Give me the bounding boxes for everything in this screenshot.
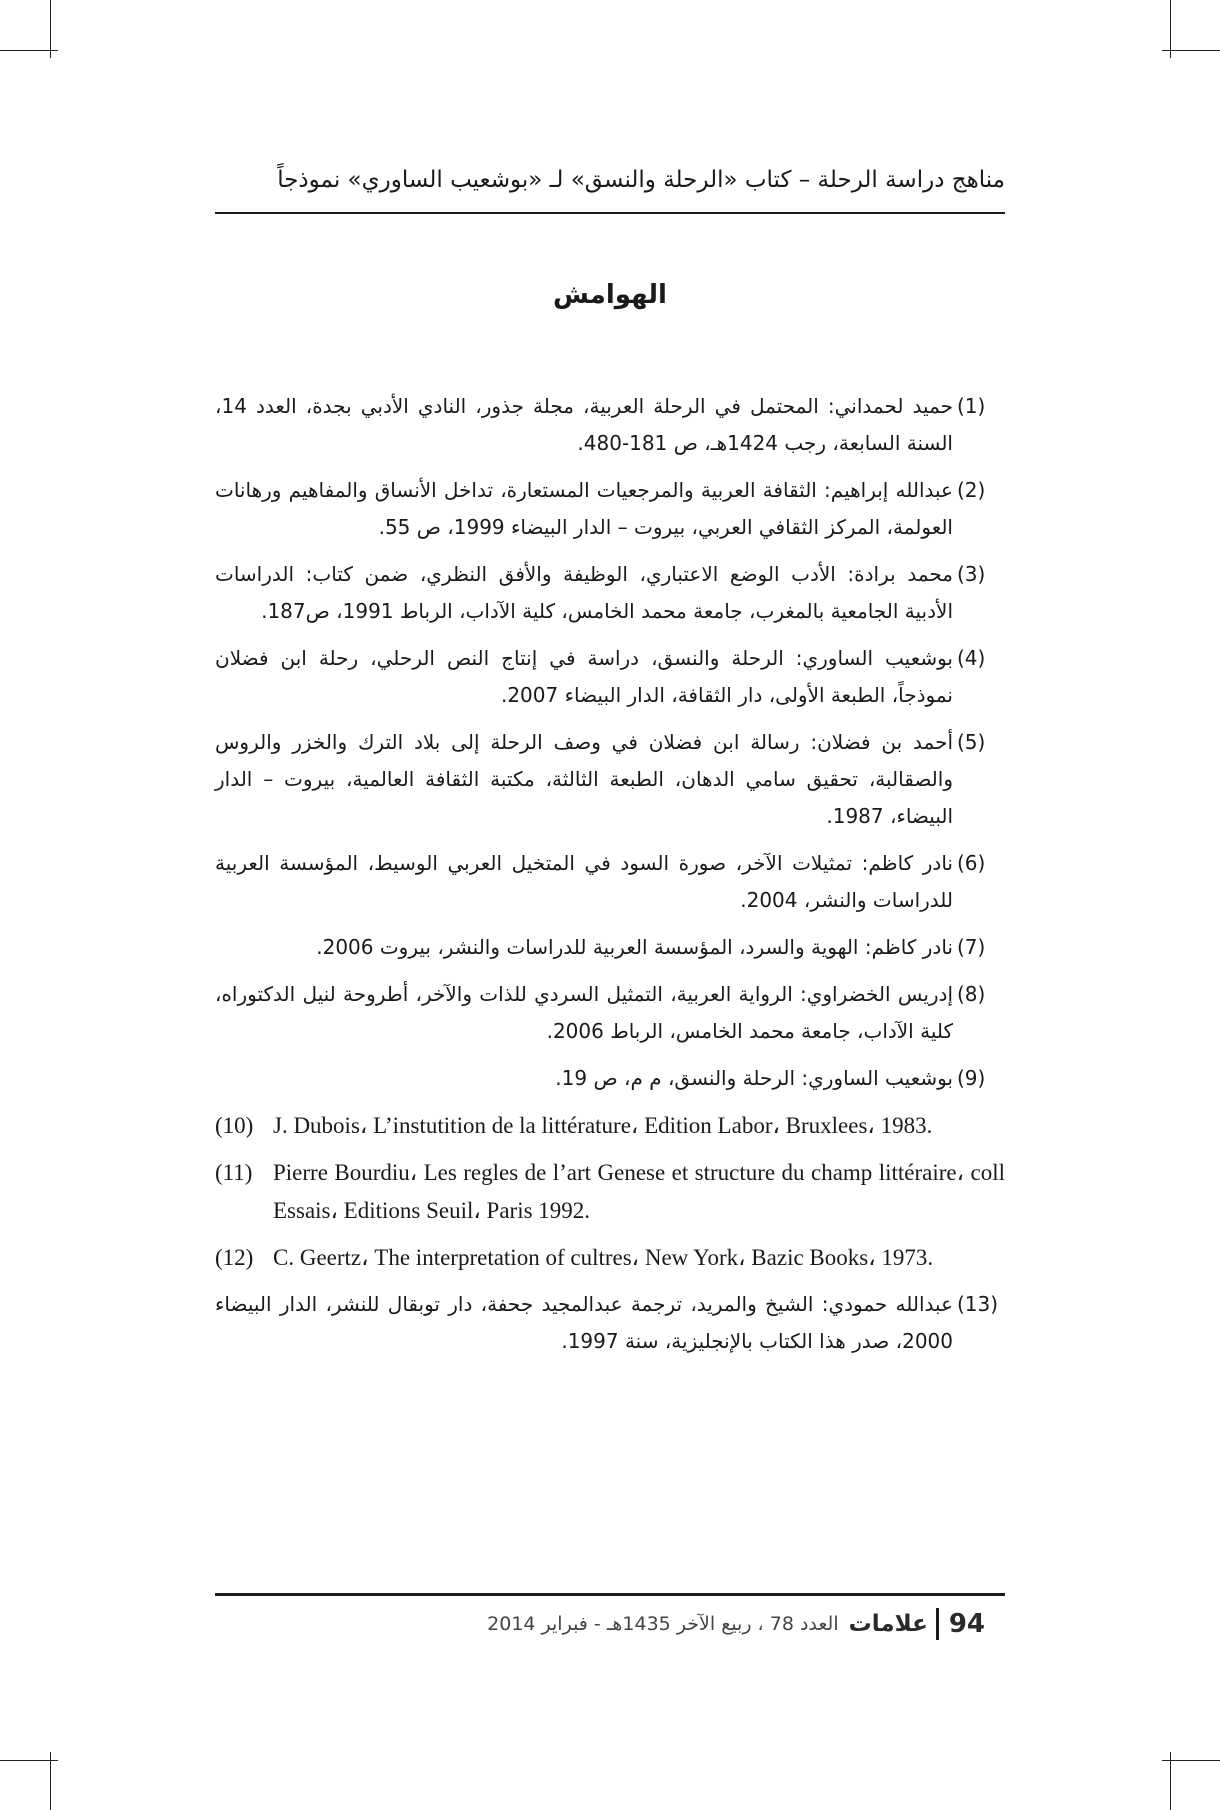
footnote-text: إدريس الخضراوي: الرواية العربية، التمثيل السردي للذات والآخر، أطروحة لنيل الدكتوراه، كلية الآداب، جامعة محمد الخامس، الرباط 2006. xyxy=(215,982,953,1043)
footnote-text: C. Geertz، The interpretation of cultres، New York، Bazic Books، 1973. xyxy=(273,1245,934,1270)
footnote-number: (3) xyxy=(957,562,986,586)
footnote-item xyxy=(215,640,1005,714)
footnote-item xyxy=(215,1154,1005,1230)
footnote-number: (9) xyxy=(957,1066,986,1090)
footnote-text: نادر كاظم: الهوية والسرد، المؤسسة العربية للدراسات والنشر، بيروت 2006. xyxy=(316,935,953,959)
footer-separator xyxy=(936,1608,939,1640)
footnote-item xyxy=(215,388,1005,462)
crop-mark xyxy=(0,1760,58,1761)
footnote-item xyxy=(215,845,1005,919)
footnote-text: أحمد بن فضلان: رسالة ابن فضلان في وصف الرحلة إلى بلاد الترك والخزر والروس والصقالبة، تحقيق سامي الدهان، الطبعة الثالثة، مكتبة الثقافة العالمية، بيروت – الدار البيضاء، 1987. xyxy=(215,730,953,828)
footnote-item xyxy=(215,1107,1005,1145)
footnote-item xyxy=(215,929,1005,966)
footnote-text: J. Dubois، L’instutition de la littérature، Edition Labor، Bruxlees، 1983. xyxy=(273,1113,933,1138)
footnote-number: (10) xyxy=(215,1113,254,1138)
page-footer xyxy=(395,1604,985,1644)
footnote-number: (6) xyxy=(957,851,986,875)
crop-mark xyxy=(1162,1760,1220,1761)
footnote-number: (7) xyxy=(957,935,986,959)
footnote-text: عبدالله إبراهيم: الثقافة العربية والمرجعيات المستعارة، تداخل الأنساق والمفاهيم ورهانات العولمة، المركز الثقافي العربي، بيروت – الدار البيضاء 1999، ص 55. xyxy=(215,478,953,539)
crop-mark xyxy=(0,50,58,51)
footnote-item xyxy=(215,1060,1005,1097)
footnote-text: عبدالله حمودي: الشيخ والمريد، ترجمة عبدالمجيد جحفة، دار توبقال للنشر، الدار البيضاء 2000، صدر هذا الكتاب بالإنجليزية، سنة 1997. xyxy=(215,1292,953,1353)
footnote-text: بوشعيب الساوري: الرحلة والنسق، م م، ص 19. xyxy=(555,1066,953,1090)
header-divider xyxy=(215,212,1005,214)
footnote-item xyxy=(215,724,1005,835)
footnote-item xyxy=(215,472,1005,546)
section-title: الهوامش xyxy=(553,280,667,310)
footnote-number: (11) xyxy=(215,1160,253,1185)
footnote-number: (13) xyxy=(957,1292,999,1316)
footnote-text: حميد لحمداني: المحتمل في الرحلة العربية، مجلة جذور، النادي الأدبي بجدة، العدد 14، السنة السابعة، رجب 1424هـ، ص 181-480. xyxy=(215,394,953,455)
crop-mark xyxy=(1162,50,1220,51)
footnote-text: محمد برادة: الأدب الوضع الاعتباري، الوظيفة والأفق النظري، ضمن كتاب: الدراسات الأدبية الجامعية بالمغرب، جامعة محمد الخامس، كلية الآداب، الرباط 1991، ص187. xyxy=(215,562,953,623)
footnote-text: بوشعيب الساوري: الرحلة والنسق، دراسة في إنتاج النص الرحلي، رحلة ابن فضلان نموذجاً، الطبعة الأولى، دار الثقافة، الدار البيضاء 2007. xyxy=(215,646,953,707)
footnotes-list xyxy=(215,388,1005,1370)
footnote-number: (8) xyxy=(957,982,986,1006)
footnote-number: (12) xyxy=(215,1245,254,1270)
running-head: مناهج دراسة الرحلة – كتاب «الرحلة والنسق» لـ «بوشعيب الساوري» نموذجاً xyxy=(277,167,1005,193)
footer-divider xyxy=(215,1593,1005,1596)
journal-name: علامات xyxy=(848,1611,928,1637)
footnote-item xyxy=(215,976,1005,1050)
page-number: 94 xyxy=(948,1609,985,1639)
footnote-number: (4) xyxy=(957,646,986,670)
footnote-item xyxy=(215,556,1005,630)
footnote-item xyxy=(215,1239,1005,1277)
issue-info: العدد 78 ، ربيع الآخر 1435هـ - فبراير 2014 xyxy=(487,1613,839,1635)
footnote-number: (1) xyxy=(957,394,986,418)
footnote-number: (5) xyxy=(957,730,986,754)
footnote-text: نادر كاظم: تمثيلات الآخر، صورة السود في المتخيل العربي الوسيط، المؤسسة العربية للدراسات والنشر، 2004. xyxy=(215,851,953,912)
footnote-text: Pierre Bourdiu، Les regles de l’art Genese et structure du champ littéraire، coll Essais، Editions Seuil، Paris 1992. xyxy=(273,1160,1005,1223)
footnote-item xyxy=(215,1286,1005,1360)
footnote-number: (2) xyxy=(957,478,986,502)
